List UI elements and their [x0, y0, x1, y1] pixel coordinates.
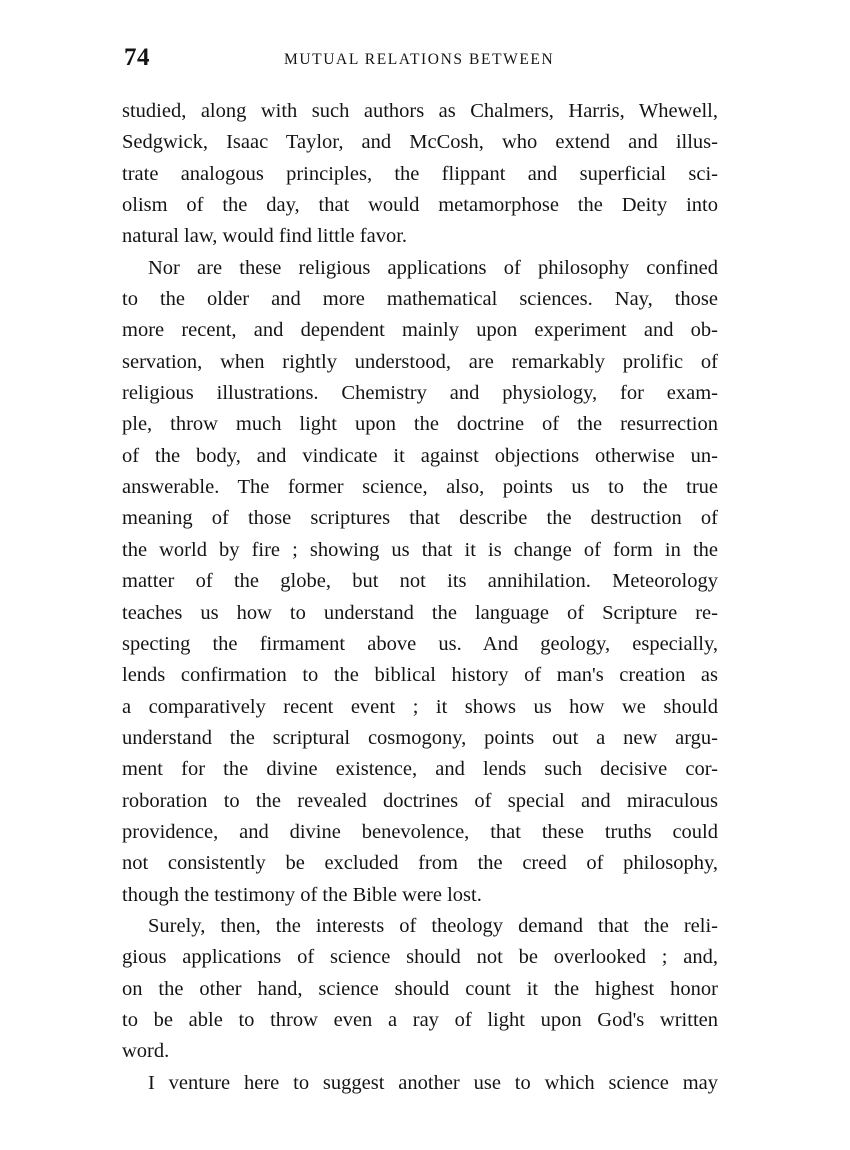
- text-line: of the body, and vindicate it against objections otherwise un-: [122, 444, 718, 467]
- text-line: lends confirmation to the biblical history of man's creation as: [122, 664, 718, 687]
- text-line: answerable. The former science, also, points us to the true: [122, 476, 718, 499]
- paragraph: [122, 911, 718, 1068]
- text-line: to the older and more mathematical sciences. Nay, those: [122, 288, 718, 311]
- text-line: I venture here to suggest another use to which science may: [148, 1071, 718, 1094]
- text-line: more recent, and dependent mainly upon experiment and ob-: [122, 319, 718, 342]
- text-line: ment for the divine existence, and lends such decisive cor-: [122, 758, 718, 781]
- text-line: olism of the day, that would metamorphose the Deity into: [122, 194, 718, 217]
- paragraph: [122, 1068, 718, 1099]
- text-line: Nor are these religious applications of philosophy confined: [148, 256, 718, 279]
- text-line: on the other hand, science should count it the highest honor: [122, 977, 718, 1000]
- text-line: religious illustrations. Chemistry and physiology, for exam-: [122, 382, 718, 405]
- paragraph: [122, 253, 718, 911]
- paragraph: [122, 96, 718, 253]
- text-line: trate analogous principles, the flippant and superficial sci-: [122, 162, 718, 185]
- text-line: ple, throw much light upon the doctrine of the resurrection: [122, 413, 718, 436]
- text-line: the world by fire ; showing us that it is change of form in the: [122, 538, 718, 561]
- text-line: gious applications of science should not be overlooked ; and,: [122, 946, 718, 969]
- text-line: to be able to throw even a ray of light upon God's written: [122, 1008, 718, 1031]
- text-line: servation, when rightly understood, are remarkably prolific of: [122, 350, 718, 373]
- text-line: teaches us how to understand the language of Scripture re-: [122, 601, 718, 624]
- text-line: Sedgwick, Isaac Taylor, and McCosh, who extend and illus-: [122, 131, 718, 154]
- text-line: not consistently be excluded from the creed of philosophy,: [122, 852, 718, 875]
- text-line: studied, along with such authors as Chalmers, Harris, Whewell,: [122, 100, 718, 122]
- text-line: Surely, then, the interests of theology demand that the reli-: [148, 914, 718, 937]
- text-line: matter of the globe, but not its annihilation. Meteorology: [122, 570, 718, 593]
- text-line: natural law, would find little favor.: [122, 225, 408, 248]
- page-number: 74: [124, 44, 150, 71]
- running-head: MUTUAL RELATIONS BETWEEN: [284, 51, 555, 68]
- text-line: providence, and divine benevolence, that these truths could: [122, 820, 718, 843]
- text-line: roboration to the revealed doctrines of special and miraculous: [122, 789, 718, 812]
- text-line: a comparatively recent event ; it shows us how we should: [122, 695, 718, 718]
- body-text: [122, 96, 718, 1099]
- text-line: though the testimony of the Bible were lost.: [122, 883, 482, 906]
- text-line: understand the scriptural cosmogony, points out a new argu-: [122, 726, 718, 749]
- text-line: specting the firmament above us. And geology, especially,: [122, 632, 718, 655]
- text-line: meaning of those scriptures that describe the destruction of: [122, 507, 718, 530]
- text-line: word.: [122, 1040, 170, 1063]
- page-header: [124, 44, 718, 76]
